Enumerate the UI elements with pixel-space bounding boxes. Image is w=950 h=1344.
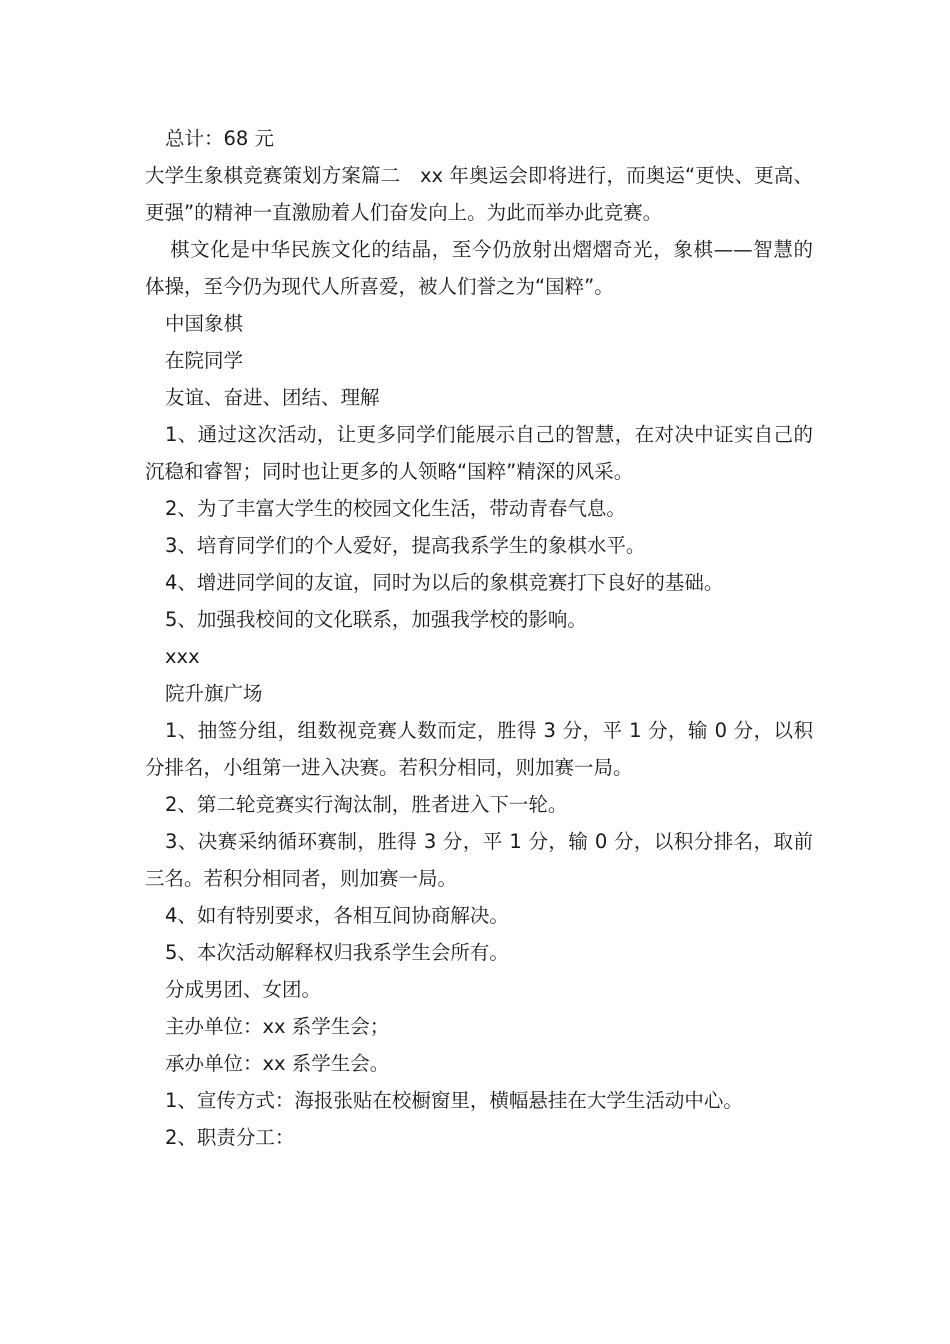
host-line: 主办单位：xx 系学生会； [165, 1015, 390, 1038]
culture-paragraph: 棋文化是中华民族文化的结晶，至今仍放射出熠熠奇光，象棋——智慧的体操，至今仍为现代人所喜爱，被人们誉之为“国粹”。 [145, 238, 813, 298]
duties-item-2: 2、职责分工： [165, 1126, 295, 1149]
target-line: 在院同学 [165, 349, 244, 372]
purpose-item-3: 3、培育同学们的个人爱好，提高我系学生的象棋水平。 [165, 534, 646, 557]
purpose-item-4: 4、增进同学间的友谊，同时为以后的象棋竞赛打下良好的基础。 [165, 571, 724, 594]
rule-item-4: 4、如有特别要求，各相互间协商解决。 [165, 904, 509, 927]
purpose-item-2: 2、为了丰富大学生的校园文化生活，带动青春气息。 [165, 497, 626, 520]
intro-paragraph: 大学生象棋竞赛策划方案篇二 xx 年奥运会即将进行，而奥运“更快、更高、更强”的精神一直激励着人们奋发向上。为此而举办此竞赛。 [145, 164, 813, 224]
rule-item-2: 2、第二轮竞赛实行淘汰制，胜者进入下一轮。 [165, 793, 568, 816]
theme-line: 中国象棋 [165, 312, 244, 335]
groups-line: 分成男团、女团。 [165, 978, 322, 1001]
promotion-item-1: 1、宣传方式：海报张贴在校橱窗里，横幅悬挂在大学生活动中心。 [165, 1089, 743, 1112]
rule-item-3: 3、决赛采纳循环赛制，胜得 3 分，平 1 分，输 0 分，以积分排名，取前三名。若积分相同者，则加赛一局。 [145, 830, 813, 890]
purpose-item-1: 1、通过这次活动，让更多同学们能展示自己的智慧，在对决中证实自己的沉稳和睿智；同时也让更多的人领略“国粹”精深的风采。 [145, 423, 813, 483]
document-body [145, 120, 813, 1156]
purpose-item-5: 5、加强我校间的文化联系，加强我学校的影响。 [165, 608, 587, 631]
rule-item-5: 5、本次活动解释权归我系学生会所有。 [165, 941, 509, 964]
time-line: xxx [165, 645, 200, 668]
rule-item-1: 1、抽签分组，组数视竞赛人数而定，胜得 3 分，平 1 分，输 0 分，以积分排名，小组第一进入决赛。若积分相同，则加赛一局。 [145, 719, 813, 779]
organizer-line: 承办单位：xx 系学生会。 [165, 1052, 390, 1075]
total-cost-line: 总计：68 元 [165, 127, 275, 150]
place-line: 院升旗广场 [165, 682, 263, 705]
slogan-line: 友谊、奋进、团结、理解 [165, 386, 380, 409]
